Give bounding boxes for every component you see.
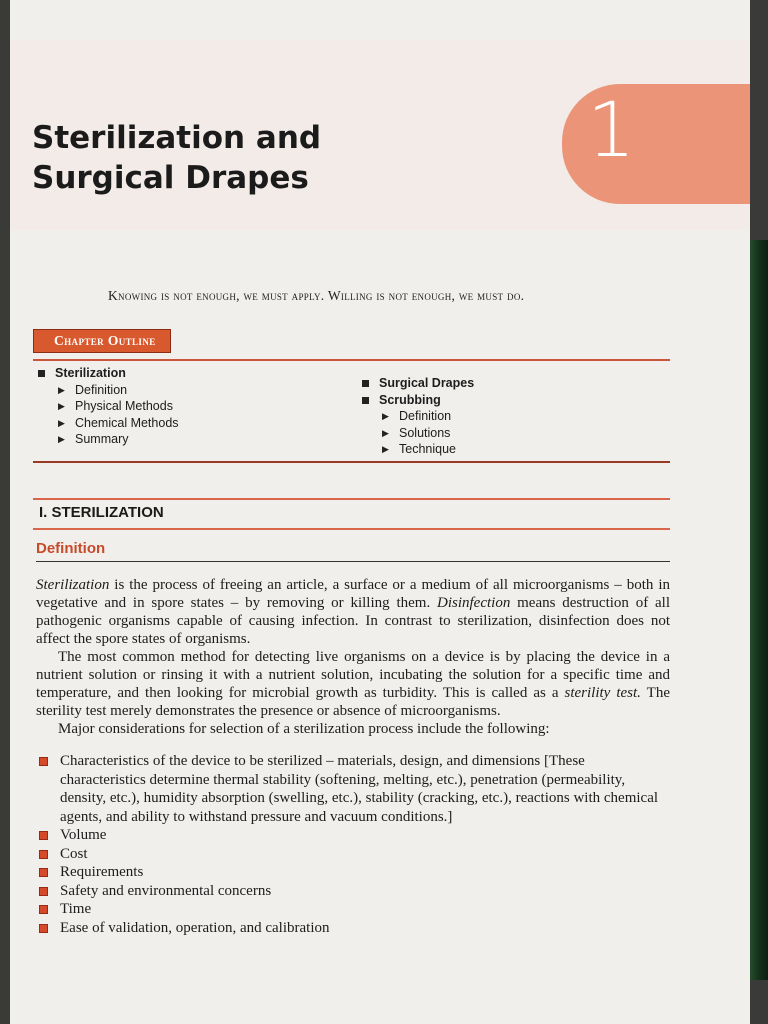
section-heading-text: I. STERILIZATION xyxy=(39,504,164,521)
outline-subitem: ▶ Definition xyxy=(359,408,474,425)
outline-subitem: ▶ Chemical Methods xyxy=(35,415,179,432)
chapter-number: 1 xyxy=(587,85,636,174)
book-page xyxy=(10,0,750,1024)
chapter-title-line-2: Surgical Drapes xyxy=(32,160,309,196)
paragraph-1 xyxy=(36,576,670,648)
paragraph-text: is the process of freeing an article, a surface or a medium of all microorganisms – both in vegetative and in spore states – by removing or killing them. xyxy=(36,577,670,611)
outline-subitem: ▶ Solutions xyxy=(359,425,474,442)
considerations-list xyxy=(36,752,670,937)
chapter-title-line-1: Sterilization and xyxy=(32,120,322,156)
paragraph-text: means destruction of all pathogenic organisms capable of causing infection. In contrast to sterilization, disinfection does not affect the spore states of organisms. xyxy=(36,595,670,647)
outline-subitem: ▶ Definition xyxy=(35,382,179,399)
subsection-heading: Definition xyxy=(36,540,670,562)
chapter-title xyxy=(32,118,321,198)
list-item: Requirements xyxy=(36,863,670,882)
term-sterility-test: sterility test. xyxy=(564,685,641,701)
list-item: Characteristics of the device to be sterilized – materials, design, and dimensions [These characteristics determine thermal stability (softening, melting, etc.), penetration (permeability, density, etc.), humidity absorption (swelling, etc.), stability (cracking, etc.), reactions with chemical agents, and ability to withstand pressure and vacuum conditions.] xyxy=(36,752,670,826)
outline-left-column xyxy=(35,365,179,448)
outline-subitem: ▶ Physical Methods xyxy=(35,398,179,415)
term-disinfection: Disinfection xyxy=(437,595,511,611)
chapter-outline-box xyxy=(33,359,670,463)
outline-subitem: ▶ Technique xyxy=(359,441,474,458)
outline-subitem: ▶ Summary xyxy=(35,431,179,448)
body-text xyxy=(36,576,670,738)
outline-item: Surgical Drapes xyxy=(359,375,474,392)
epigraph-quote: Knowing is not enough, we must apply. Willing is not enough, we must do. xyxy=(108,288,525,303)
section-heading xyxy=(33,498,670,530)
outline-right-column xyxy=(359,375,474,458)
list-item: Time xyxy=(36,900,670,919)
outline-item: Sterilization xyxy=(35,365,179,382)
term-sterilization: Sterilization xyxy=(36,577,110,593)
chapter-outline-label: Chapter Outline xyxy=(33,329,171,353)
paragraph-2 xyxy=(36,648,670,720)
paragraph-text: The sterility test merely demonstrates the presence or absence of microorganisms. xyxy=(36,685,670,719)
paragraph-text: The most common method for detecting live organisms on a device is by placing the device in a nutrient solution or rinsing it with a nutrient solution, incubating the solution for a specific time and temperature, and then looking for microbial growth as turbidity. This is called as a xyxy=(36,649,670,701)
list-item: Volume xyxy=(36,826,670,845)
outline-item: Scrubbing xyxy=(359,392,474,409)
list-item: Ease of validation, operation, and calibration xyxy=(36,919,670,938)
list-item: Safety and environmental concerns xyxy=(36,882,670,901)
list-item: Cost xyxy=(36,845,670,864)
paragraph-3: Major considerations for selection of a sterilization process include the following: xyxy=(58,721,550,737)
